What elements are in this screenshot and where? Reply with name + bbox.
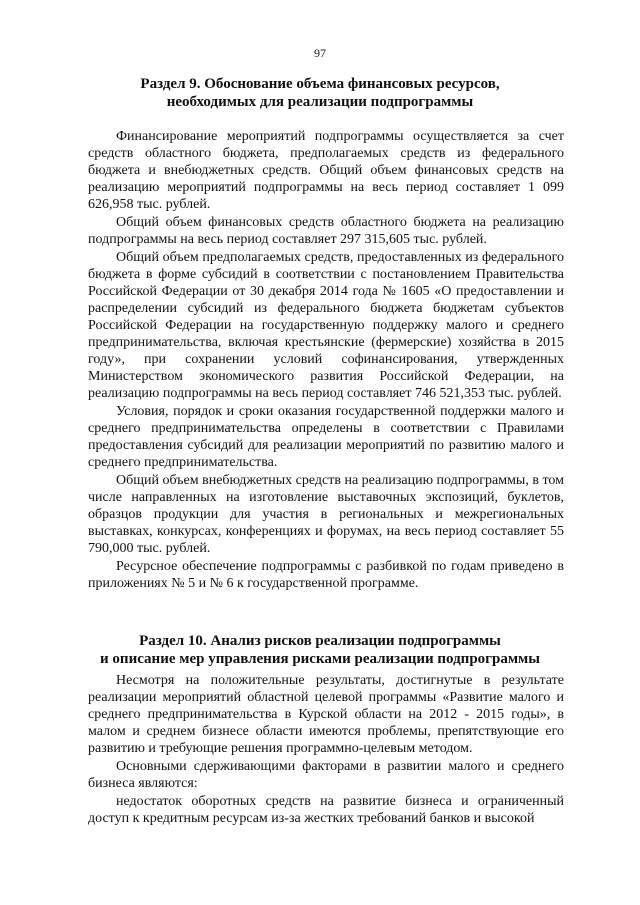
section-10-paragraph-1: Несмотря на положительные результаты, достигнутые в результате реализации мероприятий областной целевой программы «Развитие малого и среднего предпринимательства в Курской области на 2012 - 2015 годы», в малом и среднем бизнесе области имеются проблемы, препятствующие его развитию и требующие решения программно-целевым методом. xyxy=(88,673,564,756)
page-number: 97 xyxy=(314,46,326,60)
section-10-paragraph-2: Основными сдерживающими факторами в развитии малого и среднего бизнеса являются: xyxy=(88,759,564,791)
section-9-paragraph-2: Общий объем финансовых средств областного бюджета на реализацию подпрограммы на весь период составляет 297 315,605 тыс. рублей. xyxy=(88,215,564,247)
section-10-title-line-2: и описание мер управления рисками реализации подпрограммы xyxy=(100,651,540,667)
section-9-heading xyxy=(60,75,580,111)
section-9-title-line-2: необходимых для реализации подпрограммы xyxy=(166,94,474,110)
section-10-title-line-1: Раздел 10. Анализ рисков реализации подпрограммы xyxy=(139,633,501,649)
section-10-heading xyxy=(60,632,580,668)
section-10-paragraph-3: недостаток оборотных средств на развитие бизнеса и ограниченный доступ к кредитным ресурсам из-за жестких требований банков и высокой xyxy=(88,794,564,826)
section-10-body xyxy=(88,672,564,827)
section-9-title-line-1: Раздел 9. Обоснование объема финансовых ресурсов, xyxy=(140,76,500,92)
section-9-paragraph-3: Общий объем предполагаемых средств, предоставленных из федерального бюджета в форме субсидий в соответствии с постановлением Правительства Российской Федерации от 30 декабря 2014 года № 1605 «О предоставлении и распределении субсидий из федерального бюджета бюджетам субъектов Российской Федерации на государственную поддержку малого и среднего предпринимательства, включая крестьянские (фермерские) хозяйства в 2015 году», при сохранении условий софинансирования, утвержденных Министерством экономического развития Российской Федерации, на реализацию подпрограммы на весь период составляет 746 521,353 тыс. рублей. xyxy=(88,250,564,401)
section-9-paragraph-1: Финансирование мероприятий подпрограммы осуществляется за счет средств областного бюджета, предполагаемых средств из федерального бюджета и внебюджетных средств. Общий объем финансовых средств на реализацию мероприятий подпрограммы на весь период составляет 1 099 626,958 тыс. рублей. xyxy=(88,129,564,212)
section-9-paragraph-4: Условия, порядок и сроки оказания государственной поддержки малого и среднего предпринимательства определены в соответствии с Правилами предоставления субсидий для реализации мероприятий по развитию малого и среднего предпринимательства. xyxy=(88,404,564,470)
section-9-paragraph-6: Ресурсное обеспечение подпрограммы с разбивкой по годам приведено в приложениях № 5 и № 6 к государственной программе. xyxy=(88,559,564,591)
section-9-paragraph-5: Общий объем внебюджетных средств на реализацию подпрограммы, в том числе направленных на изготовление выставочных экспозиций, буклетов, образцов продукции для участия в региональных и межрегиональных выставках, конкурсах, конференциях и форумах, на весь период составляет 55 790,000 тыс. рублей. xyxy=(88,473,564,556)
section-9-body xyxy=(88,128,564,592)
